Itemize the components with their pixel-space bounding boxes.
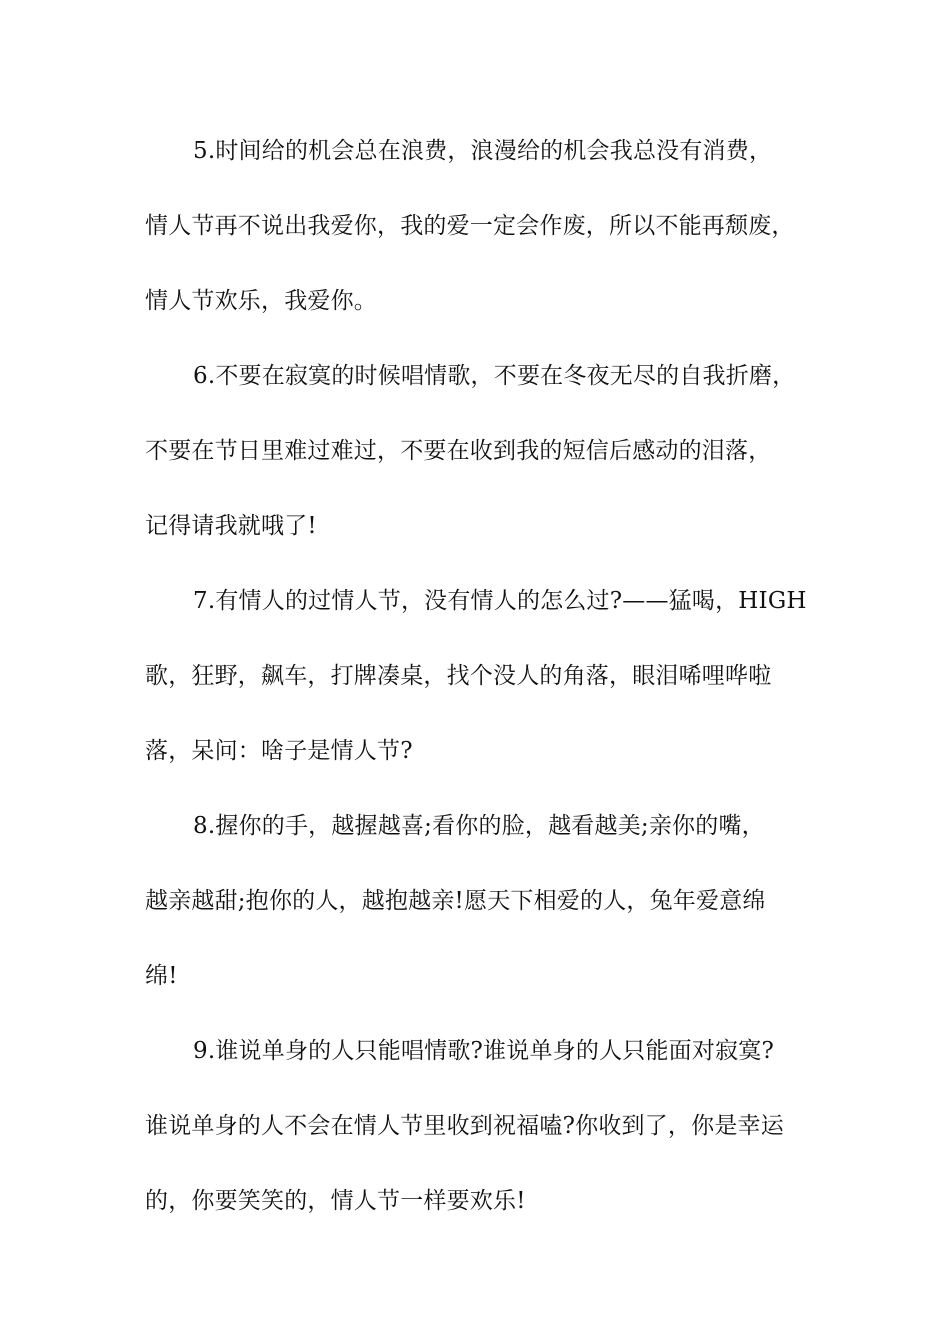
paragraph-line: 谁说单身的人不会在情人节里收到祝福嗑?你收到了，你是幸运	[145, 1113, 784, 1139]
paragraph-line: 记得请我就哦了!	[145, 513, 317, 539]
paragraph-line: 情人节再不说出我爱你，我的爱一定会作废，所以不能再颓废，	[145, 213, 795, 239]
paragraph-line: 越亲越甜;抱你的人，越抱越亲!愿天下相爱的人，兔年爱意绵	[145, 888, 766, 914]
paragraph-line: 7.有情人的过情人节，没有情人的怎么过?——猛喝，HIGH	[193, 588, 807, 614]
paragraph-line: 绵!	[145, 963, 178, 989]
paragraph-line: 的，你要笑笑的，情人节一样要欢乐!	[145, 1188, 526, 1214]
paragraph-line: 落，呆问：啥子是情人节?	[145, 738, 413, 764]
paragraph-line: 歌，狂野，飙车，打牌凑桌，找个没人的角落，眼泪唏哩哗啦	[145, 663, 772, 689]
paragraph-line: 6.不要在寂寞的时候唱情歌，不要在冬夜无尽的自我折磨，	[193, 363, 796, 389]
paragraph-line: 9.谁说单身的人只能唱情歌?谁说单身的人只能面对寂寞?	[193, 1038, 775, 1064]
paragraph-line: 5.时间给的机会总在浪费，浪漫给的机会我总没有消费，	[193, 138, 773, 164]
paragraph-line: 不要在节日里难过难过，不要在收到我的短信后感动的泪落，	[145, 438, 772, 464]
paragraph-line: 8.握你的手，越握越喜;看你的脸，越看越美;亲你的嘴，	[193, 813, 765, 839]
paragraph-line: 情人节欢乐，我爱你。	[145, 288, 377, 314]
